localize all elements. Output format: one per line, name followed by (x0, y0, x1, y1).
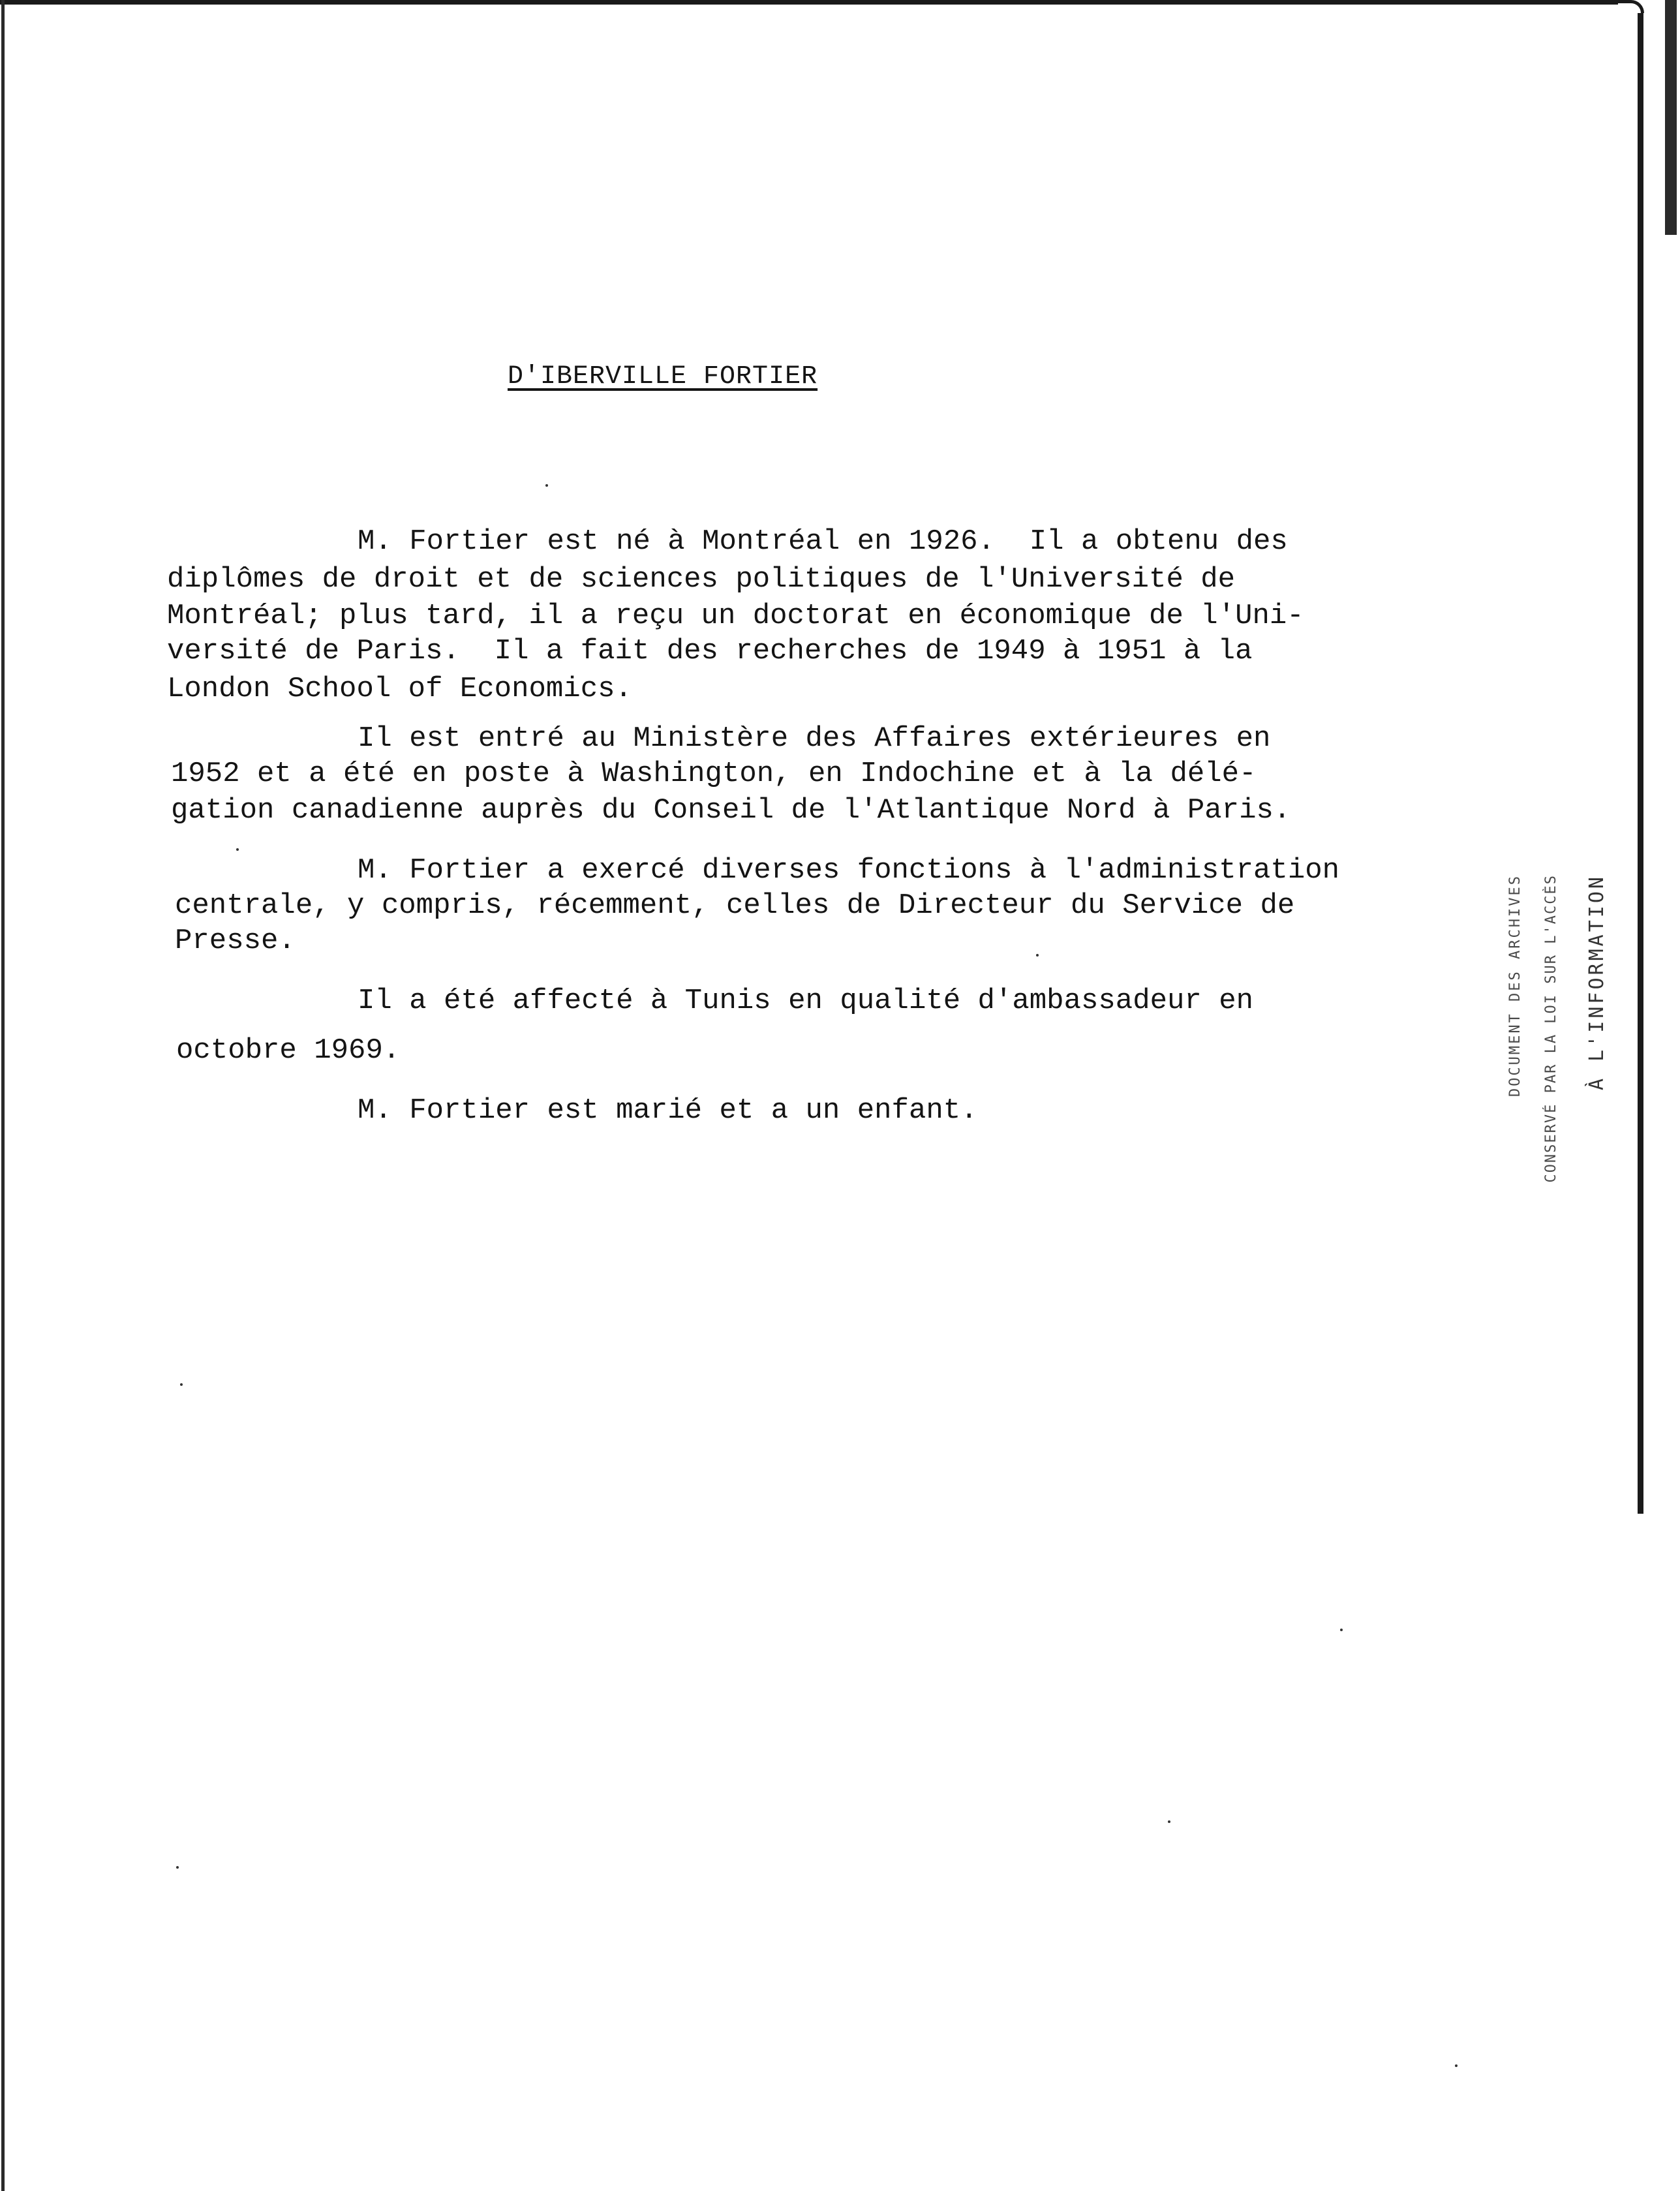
scan-speck (180, 1383, 183, 1386)
body-line: London School of Economics. (167, 673, 632, 705)
scan-speck (1340, 1629, 1343, 1631)
body-line: Montréal; plus tard, il a reçu un doctorat en économique de l'Uni- (167, 600, 1304, 632)
scan-speck (1168, 1820, 1170, 1823)
scan-speck (1036, 954, 1039, 957)
body-line: Il est entré au Ministère des Affaires extérieures en (358, 722, 1271, 755)
body-line: centrale, y compris, récemment, celles de Directeur du Service de (175, 889, 1295, 922)
scan-edge-right (1638, 13, 1643, 1514)
body-line: M. Fortier a exercé diverses fonctions à l'administration (358, 854, 1340, 887)
body-line: gation canadienne auprès du Conseil de l'Atlantique Nord à Paris. (171, 794, 1291, 827)
body-line: Presse. (175, 925, 296, 957)
scan-edge-top (0, 0, 1618, 5)
stamp-line: À L'INFORMATION (1585, 874, 1608, 1090)
margin-archive-stamp (1507, 874, 1625, 1227)
stamp-line: DOCUMENT DES ARCHIVES (1507, 874, 1523, 1097)
scan-speck (176, 1866, 179, 1869)
body-line: versité de Paris. Il a fait des recherches de 1949 à 1951 à la (167, 635, 1253, 667)
body-line: M. Fortier est né à Montréal en 1926. Il a obtenu des (358, 525, 1288, 558)
scan-speck (545, 484, 548, 487)
scan-speck (236, 848, 239, 851)
stamp-line: CONSERVÉ PAR LA LOI SUR L'ACCÈS (1543, 874, 1559, 1183)
scan-edge-far-right (1665, 0, 1677, 235)
body-line: Il a été affecté à Tunis en qualité d'ambassadeur en (358, 985, 1254, 1017)
scan-edge-corner (1618, 0, 1644, 13)
body-line: diplômes de droit et de sciences politiques de l'Université de (167, 563, 1236, 596)
scan-speck (1455, 2064, 1458, 2067)
body-line: M. Fortier est marié et a un enfant. (358, 1094, 978, 1127)
body-line: 1952 et a été en poste à Washington, en Indochine et à la délé- (171, 758, 1257, 790)
scan-edge-left (1, 0, 5, 2191)
document-title: D'IBERVILLE FORTIER (508, 362, 818, 391)
body-line: octobre 1969. (176, 1034, 401, 1067)
